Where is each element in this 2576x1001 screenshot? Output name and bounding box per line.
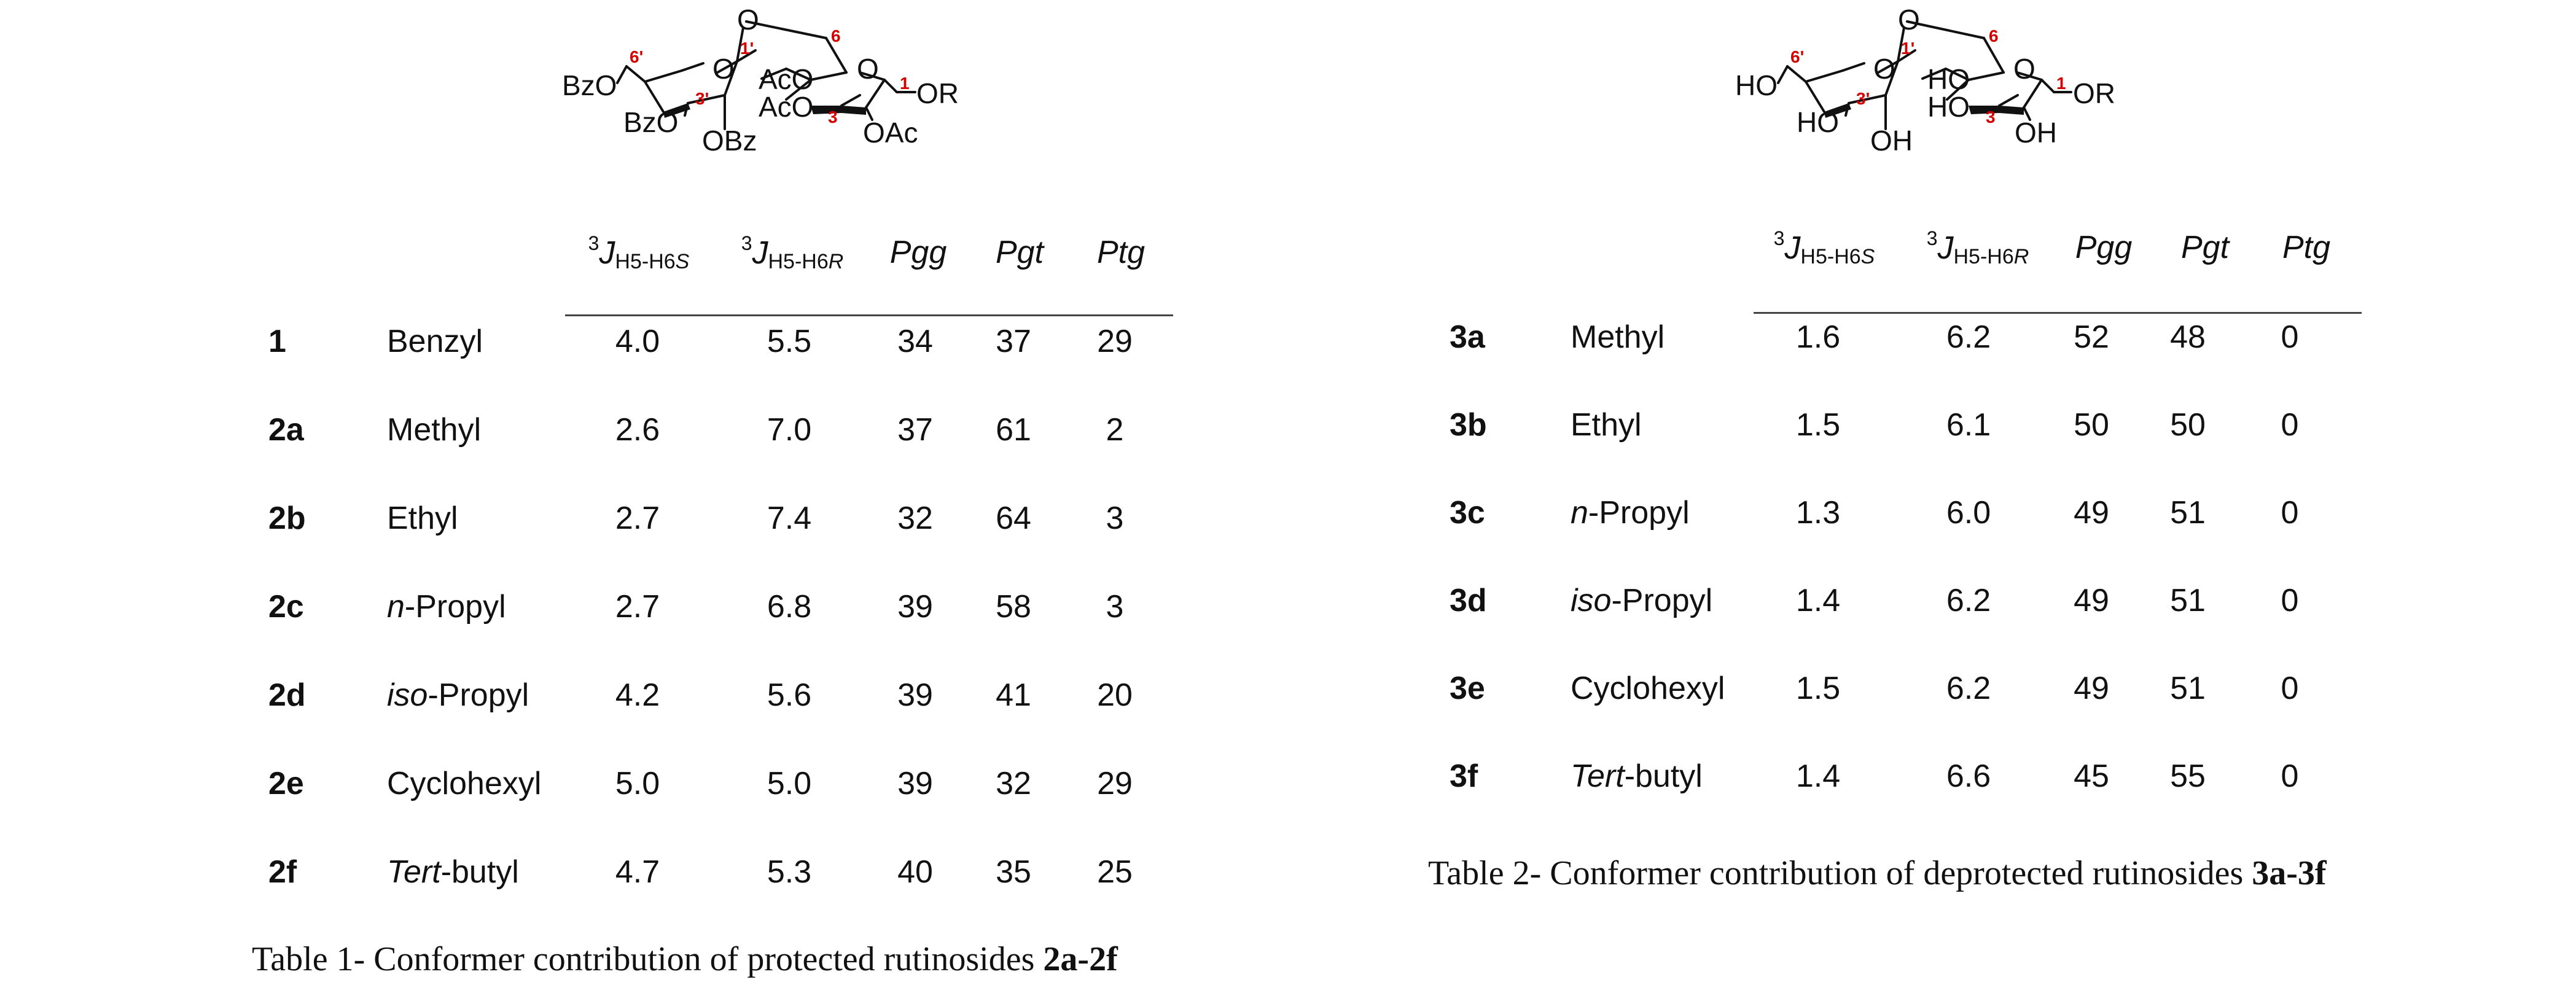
compound-id: 3e <box>1450 671 1485 706</box>
pgt-value: 64 <box>996 500 1031 536</box>
ptg-value: 0 <box>2281 407 2299 443</box>
substituent-name <box>1571 585 1712 617</box>
pgg-value: 34 <box>897 324 933 359</box>
bridge-oxygen-label: O <box>737 4 759 36</box>
substituent-base: -Propyl <box>1611 583 1713 618</box>
position-label: 3' <box>1856 89 1870 108</box>
pgt-value: 50 <box>2170 407 2206 443</box>
pgg-value: 39 <box>897 589 933 625</box>
ho-label: HO <box>1927 91 1970 123</box>
oac-label: OAc <box>863 117 918 149</box>
ptg-value: 0 <box>2281 583 2299 618</box>
j-h5-h6s-value: 4.2 <box>615 677 660 713</box>
pgg-value: 49 <box>2074 671 2109 706</box>
pgt-value: 55 <box>2170 758 2206 794</box>
j-h5-h6r-value: 5.3 <box>767 854 812 890</box>
ring-oxygen-label: O <box>857 53 879 85</box>
j-h5-h6s-value: 1.4 <box>1795 583 1841 618</box>
oh-label: OH <box>2015 117 2057 149</box>
j-h5-h6r-value: 7.0 <box>767 412 812 448</box>
position-label: 3' <box>695 89 709 108</box>
substituent-name <box>1571 409 1642 441</box>
substituent-base: -Propyl <box>1588 495 1690 531</box>
ho-label: HO <box>1797 106 1839 138</box>
j-h5-h6r-value: 6.0 <box>1946 495 1991 531</box>
substituent-base: Cyclohexyl <box>1571 671 1725 706</box>
j-h5-h6s-value: 4.0 <box>615 324 660 359</box>
position-label: 3 <box>1986 107 1996 127</box>
pgg-value: 32 <box>897 500 933 536</box>
ptg-value: 2 <box>1106 412 1124 448</box>
ho-label: HO <box>1927 63 1970 95</box>
j-h5-h6s-value: 1.5 <box>1795 407 1841 443</box>
ptg-value: 3 <box>1106 500 1124 536</box>
header-j-h5-h6s: $^3J_{H5-H6S}$ <box>588 232 690 273</box>
ho-label: HO <box>1735 69 1778 101</box>
position-label: 1 <box>900 74 910 93</box>
j-h5-h6s-value: 1.4 <box>1795 758 1841 794</box>
substituent-prefix: iso <box>1571 583 1612 618</box>
j-h5-h6r-value: 5.5 <box>767 324 812 359</box>
pgt-value: 37 <box>996 324 1031 359</box>
substituent-base: Benzyl <box>387 324 483 359</box>
ptg-value: 20 <box>1097 677 1133 713</box>
substituent-name <box>1571 672 1725 704</box>
position-label: 6' <box>1790 47 1805 66</box>
j-h5-h6s-value: 1.6 <box>1795 319 1841 355</box>
header-ptg: Ptg <box>1096 235 1146 270</box>
j-h5-h6r-value: 6.1 <box>1946 407 1991 443</box>
oh-label: OH <box>1870 125 1913 157</box>
table-2-header-rule <box>1754 312 2362 314</box>
compound-id: 2c <box>268 589 304 625</box>
ring-oxygen-label: O <box>712 53 735 85</box>
header-pgg: Pgg <box>889 235 947 270</box>
ring-oxygen-label: O <box>1873 53 1895 85</box>
position-label: 3 <box>828 107 838 127</box>
substituent-prefix: n <box>1571 495 1588 531</box>
substituent-base: -Propyl <box>427 677 529 713</box>
compound-id: 1 <box>268 324 286 359</box>
ptg-value: 0 <box>2281 495 2299 531</box>
substituent-base: Methyl <box>387 412 482 448</box>
pgg-value: 39 <box>897 677 933 713</box>
ptg-value: 25 <box>1097 854 1133 890</box>
j-h5-h6s-value: 2.7 <box>615 500 660 536</box>
table-2-caption: Table 2- Conformer contribution of deprotected rutinosides 3a-3f <box>1428 854 2327 892</box>
substituent-prefix: iso <box>387 677 428 713</box>
header-j-h5-h6r: $^3J_{H5-H6R}$ <box>741 232 844 273</box>
compound-id: 2f <box>268 854 297 890</box>
position-label: 1' <box>740 39 754 58</box>
compound-id: 2d <box>268 677 306 713</box>
ptg-value: 0 <box>2281 758 2299 794</box>
substituent-base: Ethyl <box>387 500 458 536</box>
substituent-prefix: n <box>387 589 405 625</box>
position-label: 1' <box>1901 39 1915 58</box>
substituent-name <box>1571 760 1703 792</box>
position-label: 6' <box>630 47 644 66</box>
j-h5-h6s-value: 1.3 <box>1795 495 1841 531</box>
pgg-value: 37 <box>897 412 933 448</box>
substituent-prefix: Tert <box>387 854 441 890</box>
pgt-value: 41 <box>996 677 1031 713</box>
j-h5-h6s-value: 2.7 <box>615 589 660 625</box>
pgg-value: 45 <box>2074 758 2109 794</box>
aco-label: AcO <box>759 91 814 123</box>
compound-id: 3c <box>1450 495 1485 531</box>
ptg-value: 29 <box>1097 324 1133 359</box>
header-j-h5-h6r: $^3J_{H5-H6R}$ <box>1926 227 2029 268</box>
j-h5-h6r-value: 5.0 <box>767 766 812 801</box>
pgg-value: 39 <box>897 766 933 801</box>
compound-id: 3d <box>1450 583 1487 618</box>
obz-label: OBz <box>702 125 757 157</box>
pgt-value: 58 <box>996 589 1031 625</box>
bzo-label: BzO <box>623 106 679 138</box>
j-h5-h6r-value: 6.8 <box>767 589 812 625</box>
bzo-label: BzO <box>562 69 617 101</box>
header-pgt: Pgt <box>2180 230 2230 265</box>
position-label: 6 <box>1989 26 1999 45</box>
pgg-value: 50 <box>2074 407 2109 443</box>
header-pgg: Pgg <box>2075 230 2133 265</box>
j-h5-h6r-value: 6.2 <box>1946 583 1991 618</box>
position-label: 1 <box>2056 74 2066 93</box>
ptg-value: 0 <box>2281 319 2299 355</box>
substituent-base: Methyl <box>1571 319 1665 355</box>
substituent-base: Cyclohexyl <box>387 766 542 801</box>
or-label: OR <box>916 77 959 109</box>
header-pgt: Pgt <box>995 235 1044 270</box>
bridge-oxygen-label: O <box>1898 4 1920 36</box>
j-h5-h6r-value: 6.2 <box>1946 671 1991 706</box>
or-label: OR <box>2073 77 2115 109</box>
compound-id: 3a <box>1450 319 1485 355</box>
ptg-value: 29 <box>1097 766 1133 801</box>
substituent-base: Ethyl <box>1571 407 1642 443</box>
pgt-value: 51 <box>2170 671 2206 706</box>
compound-id: 3f <box>1450 758 1478 794</box>
pgg-value: 52 <box>2074 319 2109 355</box>
substituent-name <box>1571 321 1665 353</box>
aco-label: AcO <box>759 63 814 95</box>
j-h5-h6r-value: 6.2 <box>1946 319 1991 355</box>
ptg-value: 0 <box>2281 671 2299 706</box>
j-h5-h6s-value: 4.7 <box>615 854 660 890</box>
pgt-value: 35 <box>996 854 1031 890</box>
compound-id: 2b <box>268 500 306 536</box>
ptg-value: 3 <box>1106 589 1124 625</box>
pgt-value: 48 <box>2170 319 2206 355</box>
j-h5-h6r-value: 5.6 <box>767 677 812 713</box>
compound-id: 2a <box>268 412 304 448</box>
pgg-value: 40 <box>897 854 933 890</box>
substituent-base: -butyl <box>1624 758 1703 794</box>
table-1-caption: Table 1- Conformer contribution of protected rutinosides 2a-2f <box>252 940 1118 978</box>
pgg-value: 49 <box>2074 495 2109 531</box>
j-h5-h6s-value: 1.5 <box>1795 671 1841 706</box>
header-j-h5-h6s: $^3J_{H5-H6S}$ <box>1773 227 1875 268</box>
pgt-value: 51 <box>2170 495 2206 531</box>
j-h5-h6r-value: 6.6 <box>1946 758 1991 794</box>
ring-oxygen-label: O <box>2013 53 2035 85</box>
substituent-base: -butyl <box>440 854 519 890</box>
j-h5-h6r-value: 7.4 <box>767 500 812 536</box>
header-ptg: Ptg <box>2282 230 2331 265</box>
compound-id: 2e <box>268 766 304 801</box>
pgt-value: 32 <box>996 766 1031 801</box>
j-h5-h6s-value: 2.6 <box>615 412 660 448</box>
position-label: 6 <box>831 26 841 45</box>
substituent-base: -Propyl <box>404 589 506 625</box>
pgt-value: 51 <box>2170 583 2206 618</box>
j-h5-h6s-value: 5.0 <box>615 766 660 801</box>
pgg-value: 49 <box>2074 583 2109 618</box>
pgt-value: 61 <box>996 412 1031 448</box>
substituent-name <box>1571 497 1690 529</box>
substituent-prefix: Tert <box>1571 758 1625 794</box>
compound-id: 3b <box>1450 407 1487 443</box>
